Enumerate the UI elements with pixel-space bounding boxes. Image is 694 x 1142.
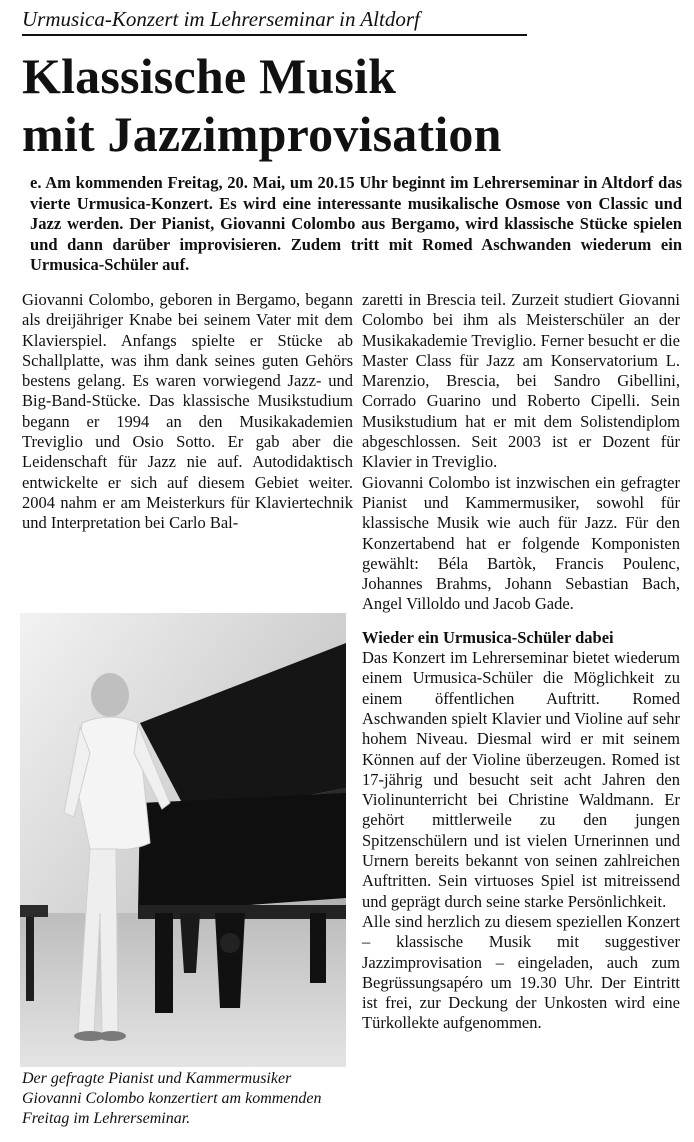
pianist-photo — [20, 613, 346, 1067]
section-subhead: Wieder ein Urmusica-Schüler dabei — [362, 627, 614, 647]
photo-caption: Der gefragte Pianist und Kammermusiker Giovanni Colombo konzertiert am kommenden Freitag im Lehrerseminar. — [22, 1070, 322, 1127]
body-column-right — [362, 290, 680, 1034]
body-paragraph: Das Konzert im Lehrerseminar bietet wiederum einem Urmusica-Schüler die Möglichkeit zu einem öffentlichen Auftritt. Romed Aschwanden spielt Klavier und Violine auf sehr hohem Niveau. Diesmal wird er mit seinem Können auf der Violine überzeugen. Romed ist 17-jährig und besucht seit acht Jahren den Violinunterricht bei Christine Waldmann. Er gehört mittlerweile zu den jungen Spitzenschülern und ist vielen Urnerinnen und Urnern bereits bekannt von seinen zahlreichen Auftritten. Sein virtuoses Spiel ist mitreissend und geprägt durch seine starke Persönlichkeit. — [362, 648, 680, 911]
article-headline — [22, 47, 682, 163]
body-paragraph: Giovanni Colombo, geboren in Bergamo, begann als dreijähriger Knabe bei seinem Vater mit dem Klavierspiel. Anfangs spielte er Stücke ab Schallplatte, was ihm dank seines guten Gehörs bestens gelang. Es waren vorwiegend Jazz- und Big-Band-Stücke. Das klassische Musikstudium begann er 1994 an den Musikakademien Treviglio und Osio Sotto. Er gab aber die Leidenschaft für Jazz nie auf. Autodidaktisch entwickelte er sich auf diesem Gebiet weiter. 2004 nahm er am Meisterkurs für Klaviertechnik und Interpretation bei Carlo Bal- — [22, 290, 353, 533]
body-paragraph: Giovanni Colombo ist inzwischen ein gefragter Pianist und Kammermusiker, sowohl für klassische Musik wie auch für Jazz. Für den Konzertabend hat er folgende Komponisten gewählt: Béla Bartòk, Francis Poulenc, Johannes Brahms, Johann Sebastian Bach, Angel Villoldo und Jacob Gade. — [362, 472, 680, 614]
body-paragraph: Alle sind herzlich zu diesem speziellen Konzert – klassische Musik mit suggestiver Jazzimprovisation – eingeladen, auch zum Begrüssungsapéro um 19.30 Uhr. Der Eintritt ist frei, zur Deckung der Unkosten wird eine Türkollekte aufgenommen. — [362, 911, 680, 1033]
photo-illustration — [20, 613, 346, 1067]
headline-line-1: Klassische Musik — [22, 48, 397, 104]
body-column-left — [22, 290, 353, 534]
headline-line-2: mit Jazzimprovisation — [22, 106, 502, 162]
body-paragraph: zaretti in Brescia teil. Zurzeit studiert Giovanni Colombo bei ihm als Meisterschüler an der Musikakademie Treviglio. Ferner besucht er die Master Class für Jazz am Konservatorium L. Marenzio, Brescia, bei Sandro Gibellini, Corrado Guarino und Roberto Cipelli. Sein Musikstudium hat er mit dem Solistendiplom abgeschlossen. Seit 2003 ist er Dozent für Klavier in Treviglio. — [362, 290, 680, 472]
article-kicker: Urmusica-Konzert im Lehrerseminar in Altdorf — [22, 4, 527, 36]
article-lead: e. Am kommenden Freitag, 20. Mai, um 20.15 Uhr beginnt im Lehrerseminar in Altdorf das vierte Urmusica-Konzert. Es wird eine interessante musikalische Osmose von Classic und Jazz werden. Der Pianist, Giovanni Colombo aus Bergamo, wird klassische Stücke spielen und dann darüber improvisieren. Zudem tritt mit Romed Aschwanden wiederum ein Urmusica-Schüler auf. — [30, 173, 682, 274]
